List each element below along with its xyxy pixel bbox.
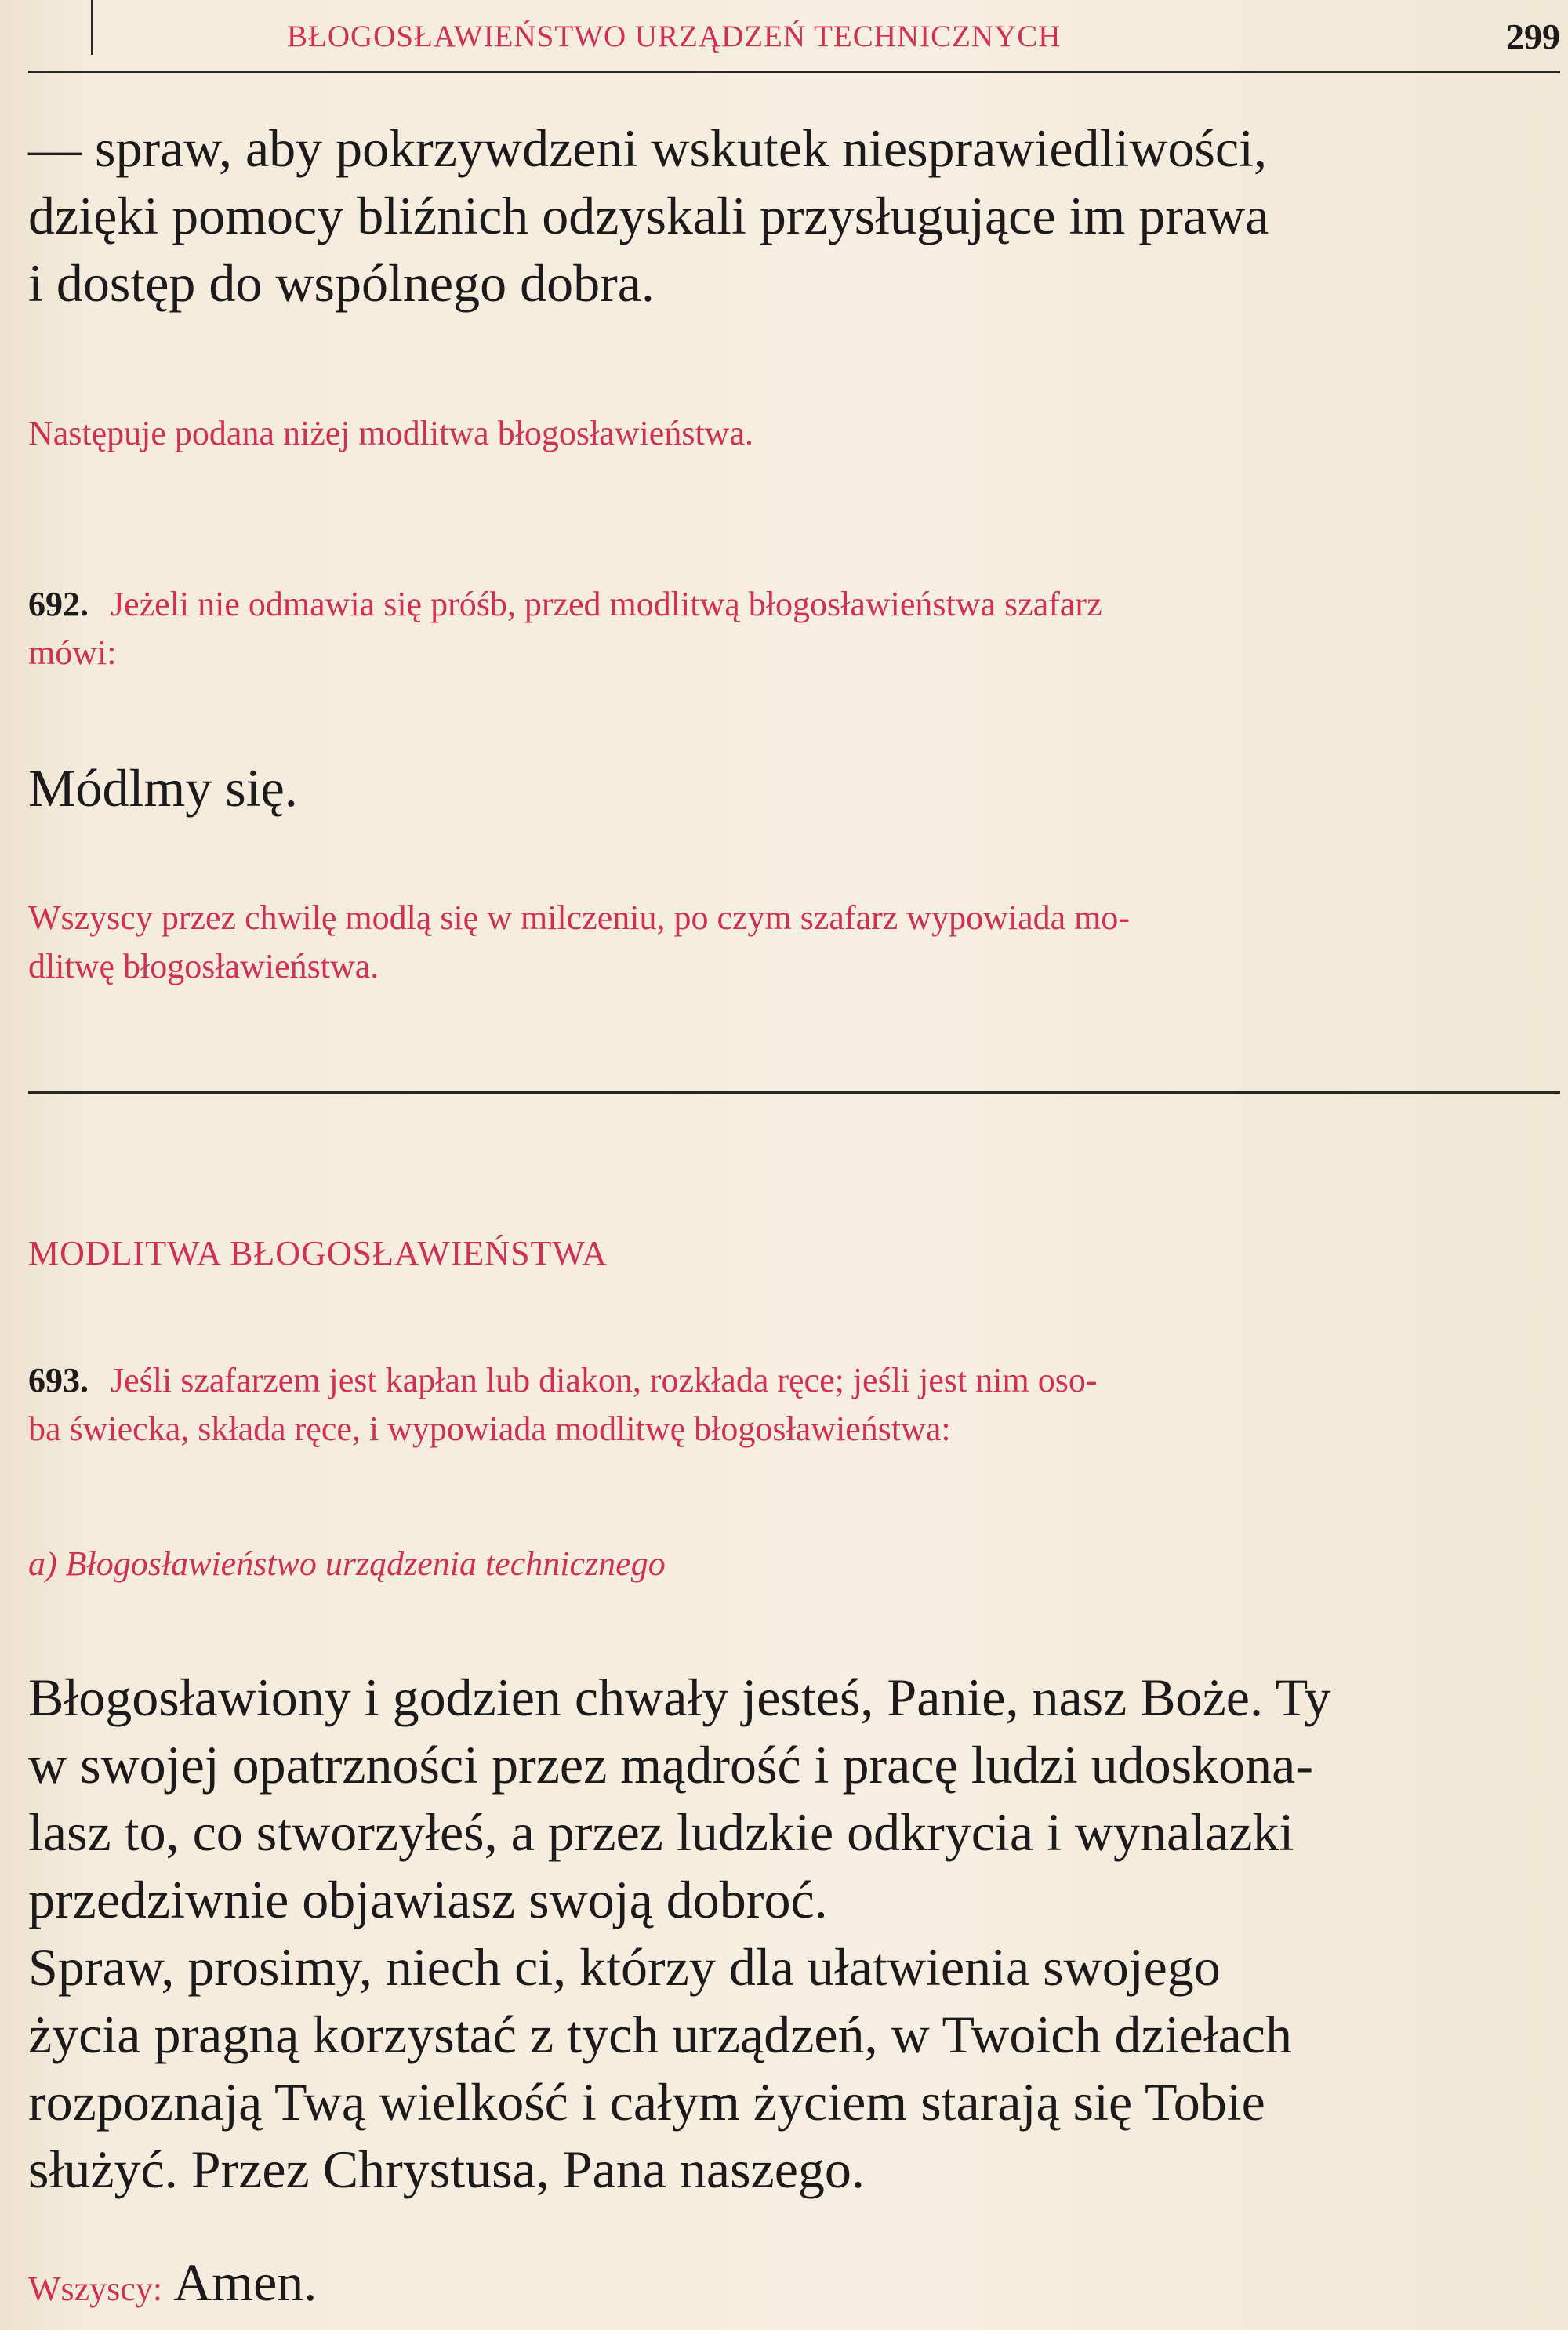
prayer-line: służyć. Przez Chrystusa, Pana naszego.	[28, 2139, 865, 2199]
header-rule	[28, 71, 1560, 73]
response-amen: Amen.	[173, 2252, 318, 2312]
rubric-693-text: ba świecka, składa ręce, i wypowiada modlitwę błogosławieństwa:	[28, 1410, 951, 1448]
running-head: BŁOGOSŁAWIEŃSTWO URZĄDZEŃ TECHNICZNYCH	[287, 20, 1062, 53]
response-label: Wszyscy:	[28, 2270, 163, 2308]
rubric-693	[28, 1356, 1560, 1405]
intercession-line: i dostęp do wspólnego dobra.	[28, 253, 655, 313]
prayer-line: przedziwnie objawiasz swoją dobroć.	[28, 1870, 828, 1929]
intercession-line: — spraw, aby pokrzywdzeni wskutek niesprawiedliwości,	[28, 118, 1267, 178]
silence-rubric: dlitwę błogosławieństwa.	[28, 947, 379, 985]
rubric-692-text: mówi:	[28, 633, 117, 672]
paragraph-number: 692.	[28, 585, 89, 623]
prayer-line: Błogosławiony i godzien chwały jesteś, Panie, nasz Boże. Ty	[28, 1668, 1331, 1727]
option-a-title: a) Błogosławieństwo urządzenia technicznego	[28, 1544, 666, 1583]
section-title: MODLITWA BŁOGOSŁAWIEŃSTWA	[28, 1234, 608, 1272]
prayer-line: w swojej opatrzności przez mądrość i pracę ludzi udoskona-	[28, 1735, 1313, 1795]
invitation-lets-pray: Módlmy się.	[28, 758, 298, 818]
paragraph-number: 693.	[28, 1361, 89, 1399]
silence-rubric: Wszyscy przez chwilę modlą się w milczeniu, po czym szafarz wypowiada mo-	[28, 898, 1131, 937]
page-number: 299	[1506, 16, 1560, 56]
prayer-line: lasz to, co stworzyłeś, a przez ludzkie odkrycia i wynalazki	[28, 1802, 1294, 1862]
prayer-line: życia pragną korzystać z tych urządzeń, w Twoich dziełach	[28, 2005, 1292, 2064]
rubric-692	[28, 580, 1560, 629]
rubric-following-prayer: Następuje podana niżej modlitwa błogosławieństwa.	[28, 414, 753, 452]
prayer-line: rozpoznają Twą wielkość i całym życiem starają się Tobie	[28, 2072, 1265, 2132]
rubric-692-text: Jeżeli nie odmawia się próśb, przed modlitwą błogosławieństwa szafarz	[111, 585, 1102, 623]
page-header	[28, 8, 1560, 74]
response-line	[28, 2252, 317, 2314]
section-divider	[28, 1091, 1560, 1094]
intercession-line: dzięki pomocy bliźnich odzyskali przysługujące im prawa	[28, 186, 1269, 245]
prayer-line: Spraw, prosimy, niech ci, którzy dla ułatwienia swojego	[28, 1937, 1221, 1997]
rubric-693-text: Jeśli szafarzem jest kapłan lub diakon, rozkłada ręce; jeśli jest nim oso-	[111, 1361, 1098, 1399]
